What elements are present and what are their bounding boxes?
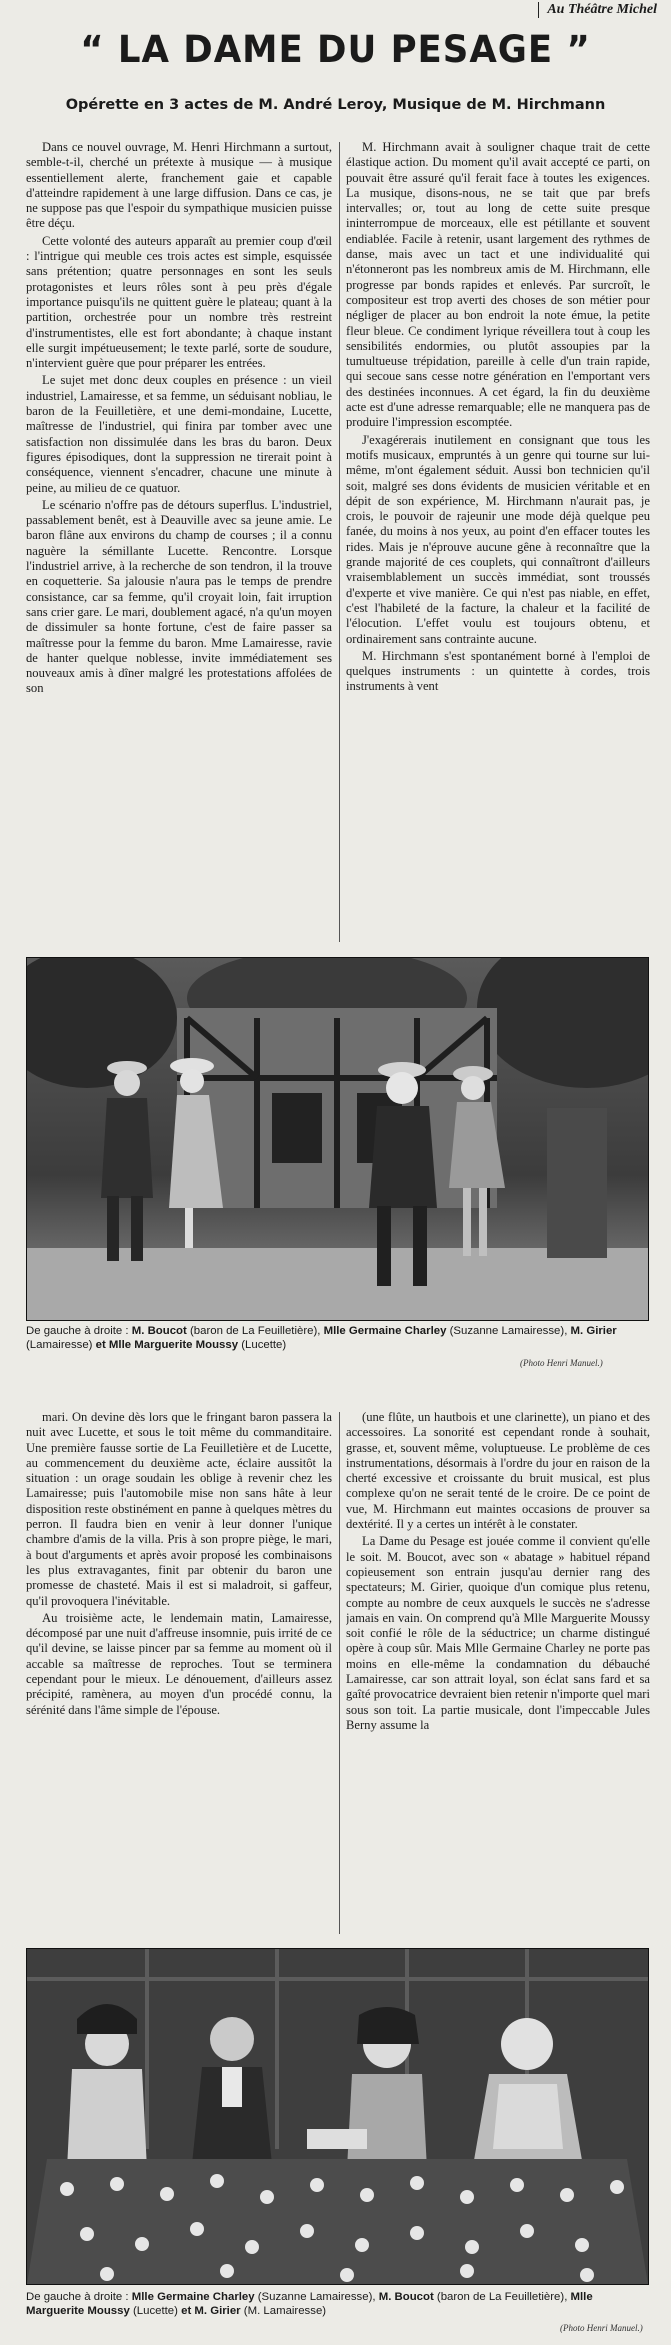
paragraph: M. Hirchmann s'est spontanément borné à l'emploi de quelques instruments : un quintette à cordes, trois instruments à vent	[346, 648, 650, 694]
caption-name: et Mlle Marguerite Moussy	[95, 1339, 239, 1351]
photo-credit-2: (Photo Henri Manuel.)	[560, 2323, 643, 2333]
caption-name: M. Girier	[570, 1325, 617, 1337]
caption-role: (Lucette)	[241, 1339, 287, 1351]
photo-caption-2	[26, 2290, 647, 2318]
paragraph: Cette volonté des auteurs apparaît au premier coup d'œil : l'intrigue qui meuble ces trois actes est simple, esquissée sans prétention; quatre personnages en sont les seuls protagonistes et leurs rôles sont à peu près d'égale importance puisqu'ils ne quittent guère le plateau; quant à la partition, orchestrée pour un nombre très restreint d'instrumentistes, elle est fort abondante; à chaque instant elle surgit impétueusement; le texte parlé, sorte de soudure, n'intervient guère que pour préparer les entrées.	[26, 233, 332, 371]
caption-role: (Lamairesse)	[26, 1339, 93, 1351]
caption-name: M. Boucot	[378, 2291, 434, 2303]
text-column-mid-left	[26, 1410, 332, 1938]
stage-photo-1	[26, 957, 649, 1321]
photo-credit-1: (Photo Henri Manuel.)	[520, 1358, 603, 1368]
stage-photo-2	[26, 1948, 649, 2285]
column-divider	[339, 1412, 340, 1934]
paragraph: M. Hirchmann avait à souligner chaque trait de cette élastique action. Du moment qu'il avait accepté ce parti, on pouvait être assuré qu'il ferait face à toutes les exigences. La musique, disons-nous, ne se tait que par brefs intervalles; or, tout au long de cette suite presque ininterrompue de morceaux, elle est pétillante et souvent endiablée. Facile à retenir, usant largement des rythmes de danse, mais avec un tact et une individualité qui n'étonneront pas les nombreux amis de M. Hirchmann, elle progresse par bonds rapides et enlevés. Par surcroît, le compositeur est trop averti des choses de son métier pour négliger de placer au bon endroit la note émue, la petite fleur bleue. Ce condiment lyrique réveillera tout à coup les sensibilités endormies, ou plutôt assoupies par la tumultueuse trépidation, pareille à celle d'un train rapide, qui secoue sans cesse notre génération en l'emportant vers des destinées inconnues. A cet égard, la fin du deuxième acte est d'une adresse remarquable; elle ne manquera pas de produire l'impression escomptée.	[346, 140, 650, 430]
text-column-mid-right	[346, 1410, 650, 1938]
article-subtitle: Opérette en 3 actes de M. André Leroy, Musique de M. Hirchmann	[65, 97, 606, 113]
caption-name: Mlle Germaine Charley	[131, 2291, 255, 2303]
running-head: Au Théâtre Michel	[538, 2, 657, 18]
caption-name: Mlle Marguerite Moussy	[26, 2291, 593, 2317]
caption-role: (Suzanne Lamairesse),	[257, 2291, 376, 2303]
column-divider	[339, 142, 340, 942]
paragraph: Au troisième acte, le lendemain matin, Lamairesse, décomposé par une nuit d'affreuse insomnie, puis irrité de ce qu'il devine, se laisse pincer par sa femme au moment où il accable sa maîtresse de reproches. Tout se terminera cependant pour le mieux. Le dénouement, d'ailleurs assez précipité, ramènera, au moyen d'un procédé connu, la sérénité dans l'âme simple de l'épouse.	[26, 1610, 332, 1717]
article-title: “ LA DAME DU PESAGE ”	[80, 28, 591, 71]
paragraph: J'exagérerais inutilement en consignant que tous les motifs musicaux, empruntés à un genre qui tourne sur lui-même, m'ont également séduit. Aussi bon technicien qu'il soit, malgré ses dons évidents de musicien véritable et en dépit de son expérience, M. Hirchmann n'aurait pas, je crois, le pouvoir de rajeunir une mode déjà quelque peu fanée, du moins à nos yeux, au point d'en effacer toutes les rides. Mais je n'éprouve aucune gêne à reconnaître que la grande majorité de ces couplets, qui connaîtront d'ailleurs vraisemblablement un succès immédiat, sont troussés d'experte et vive manière. Ce qui n'est pas niable, en effet, c'est l'habileté de la facture, la chaleur et la facilité de l'élocution. L'effet voulu est toujours obtenu, et ordinairement sans contrainte aucune.	[346, 432, 650, 646]
caption-lead: De gauche à droite :	[26, 1325, 129, 1337]
caption-role: (baron de La Feuilletière),	[436, 2291, 568, 2303]
paragraph: mari. On devine dès lors que le fringant baron passera la nuit avec Lucette, et sous le toit même du commanditaire. Une première fausse sortie de La Feuilletière et de Lucette, au commencement du deuxième acte, éclaire aussitôt la situation : un orage soudain les oblige à revenir chez les Lamairesse; puis l'automobile mise non sans hâte à leur disposition reste obstinément en panne à quelques mètres du perron. Il faudra bien en venir à leur donner l'unique chambre d'amis de la villa. Pris à son propre piège, le mari, à bout d'arguments et après avoir proposé les combinaisons les plus extravagantes, finit par obtenir du baron une promesse de chasteté. Mais il est si maladroit, si gaffeur, qu'il provoquera l'inévitable.	[26, 1410, 332, 1608]
caption-role: (Suzanne Lamairesse),	[449, 1325, 568, 1337]
paragraph: Dans ce nouvel ouvrage, M. Henri Hirchmann a surtout, semble-t-il, cherché un prétexte à musique — à musique essentiellement alerte, franchement gaie et capable d'atteindre rapidement à une large diffusion. Dans ce cas, je ne suppose pas que l'espoir du sympathique musicien puisse être déçu.	[26, 140, 332, 231]
text-column-top-right	[346, 140, 650, 946]
paragraph: Le sujet met donc deux couples en présence : un vieil industriel, Lamairesse, et sa femme, un séduisant nobliau, le baron de la Feuilletière, et une demi-mondaine, Lucette, maîtresse de l'industriel, qui finira par tomber avec une satisfaction non dissimulée dans les bras du baron. Deux figures épisodiques, dont la suppression ne tirerait point à conséquence, viennent s'encadrer, chacune une minute à peine, au milieu de ce quatuor.	[26, 373, 332, 495]
text-column-top-left	[26, 140, 332, 946]
paragraph: La Dame du Pesage est jouée comme il convient qu'elle le soit. M. Boucot, avec son « abatage » habituel répand copieusement son entrain jusqu'au dernier rang des spectateurs; M. Girier, quoique d'un comique plus retenu, compte au nombre de ceux auxquels le succès ne s'adresse jamais en vain. On comprend qu'à Mlle Marguerite Moussy soit confié le rôle de la séductrice; un charme distingué opère à coup sûr. Mais Mlle Germaine Charley ne porte pas moins en elle-même la condamnation du débauché Lamairesse, car son attrait loyal, son éclat sans fard et sa gaîté provocatrice devraient bien retenir n'importe quel mari sous son toit. La partie musicale, dont l'impeccable Jules Berny assume la	[346, 1534, 650, 1732]
paragraph: Le scénario n'offre pas de détours superflus. L'industriel, passablement benêt, est à Deauville avec sa jeune amie. Le baron flâne aux environs du champ de courses ; il a connu naguère la sémillante Lucette. Rencontre. Lorsque l'industriel arrive, à la recherche de son tendron, il la trouve en coquetterie. Sa jalousie n'aura pas le temps de prendre consistance, car sa femme, qu'il croyait loin, fait irruption sans crier gare. Le mari, doublement agacé, n'a qu'un moyen de dissimuler sa honte fortune, c'est de faire passer sa maîtresse pour la femme du baron. Mme Lamairesse, ravie de hanter quelque noblesse, invite immédiatement ses nouveaux amis à dîner malgré les protestations affolées de son	[26, 497, 332, 696]
caption-role: (Lucette)	[132, 2305, 178, 2317]
caption-lead: De gauche à droite :	[26, 2291, 129, 2303]
caption-name: M. Boucot	[131, 1325, 187, 1337]
caption-role: (baron de La Feuilletière),	[189, 1325, 321, 1337]
paragraph: (une flûte, un hautbois et une clarinette), un piano et des accessoires. La sonorité est cependant ronde à souhait, grasse, et, souvent même, voluptueuse. Le problème de ces instrumentations, désormais à l'ordre du jour en raison de la cherté excessive et croissante du bruit musical, est plus complexe qu'on ne serait tenté de le croire. De ce point de vue, M. Hirchmann eut maintes occasions de prouver sa dextérité. Il y a certes un intérêt à le constater.	[346, 1410, 650, 1532]
photo-caption-1	[26, 1324, 647, 1352]
caption-name: et M. Girier	[181, 2305, 241, 2317]
caption-role: (M. Lamairesse)	[243, 2305, 327, 2317]
caption-name: Mlle Germaine Charley	[323, 1325, 447, 1337]
